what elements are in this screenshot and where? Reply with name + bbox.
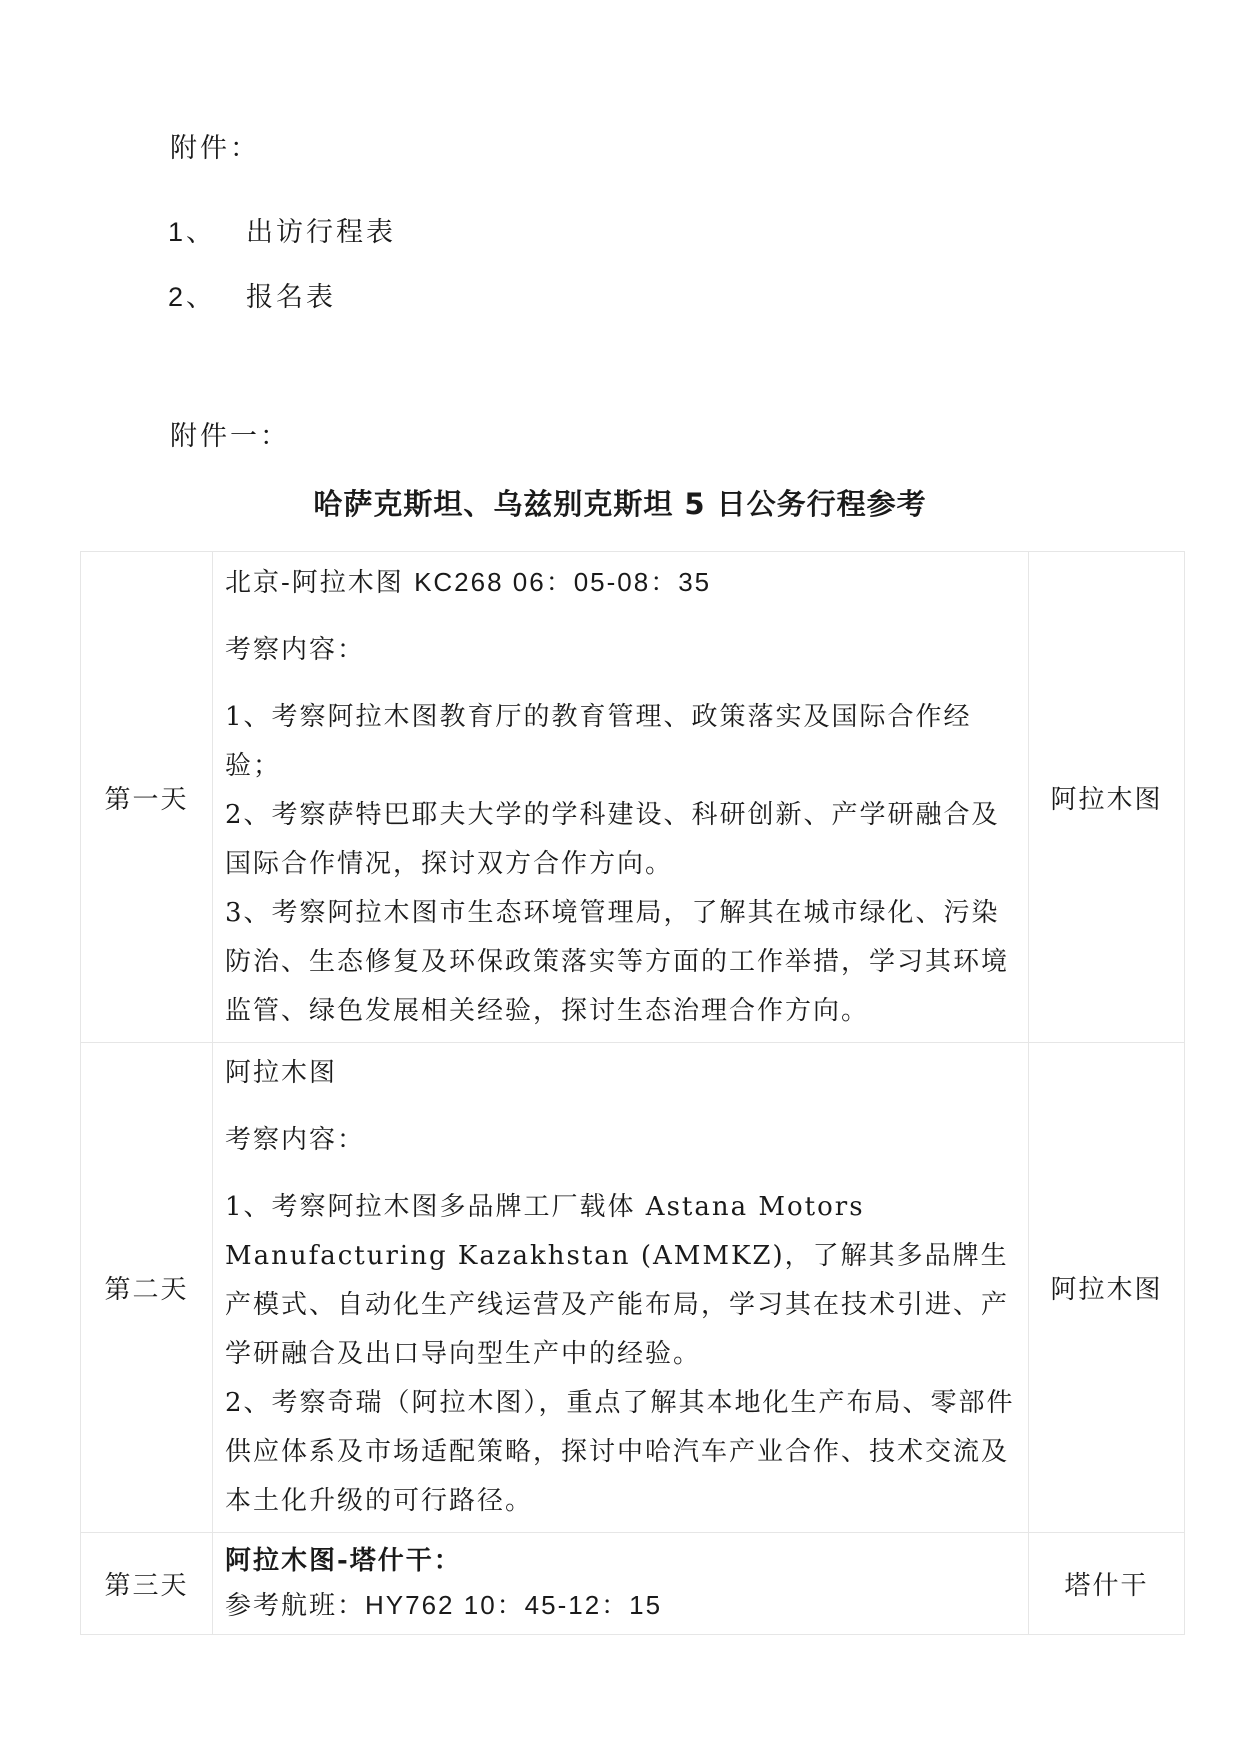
- attachment-item-number: 1、: [168, 217, 217, 247]
- route-line: [225, 558, 1018, 608]
- content-label: 考察内容：: [225, 635, 366, 665]
- visit-item: 2、考察奇瑞（阿拉木图），重点了解其本地化生产布局、零部件供应体系及市场适配策略，探讨中哈汽车产业合作、技术交流及本土化升级的可行路径。: [225, 1388, 1015, 1516]
- flight-info: KC268 06：05-08：35: [414, 567, 712, 597]
- day-label: 第二天: [81, 1043, 213, 1533]
- city-label: 阿拉木图: [1029, 1043, 1185, 1533]
- day-label: 第一天: [81, 552, 213, 1043]
- day-content: [213, 552, 1029, 1043]
- visit-item: 1、考察阿拉木图多品牌工厂载体 Astana Motors Manufacturing Kazakhstan (AMMKZ)，了解其多品牌生产模式、自动化生产线运营及产能布局，学习其在技术引进、产学研融合及出口导向型生产中的经验。: [225, 1192, 1010, 1369]
- attachment-one-header: 附件一：: [170, 421, 290, 452]
- city-label: 阿拉木图: [1029, 552, 1185, 1043]
- attachment-item-label: 出访行程表: [246, 217, 396, 248]
- flight-label: 参考航班：: [225, 1591, 366, 1621]
- visit-item: 3、考察阿拉木图市生态环境管理局，了解其在城市绿化、污染防治、生态修复及环保政策落实等方面的工作举措，学习其环境监管、绿色发展相关经验，探讨生态治理合作方向。: [225, 898, 1010, 1026]
- content-label: 考察内容：: [225, 1125, 366, 1155]
- day-content: [213, 1533, 1029, 1635]
- itinerary-row-day-2: [81, 1043, 1185, 1533]
- visit-item: 2、考察萨特巴耶夫大学的学科建设、科研创新、产学研融合及国际合作情况，探讨双方合作方向。: [225, 800, 1000, 879]
- city-label: 塔什干: [1029, 1533, 1185, 1635]
- attachment-item-number: 2、: [168, 282, 217, 312]
- itinerary-row-day-3: [81, 1533, 1185, 1635]
- itinerary-title: 哈萨克斯坦、乌兹别克斯坦 5 日公务行程参考: [313, 487, 927, 521]
- attachment-item-label: 报名表: [246, 282, 336, 313]
- flight-info: HY762 10：45-12：15: [365, 1590, 663, 1620]
- attachment-item-2: [168, 275, 336, 314]
- route-text: 北京-阿拉木图: [225, 568, 404, 598]
- day-content: [213, 1043, 1029, 1533]
- itinerary-row-day-1: [81, 552, 1185, 1043]
- day-label: 第三天: [81, 1533, 213, 1635]
- flight-line: [225, 1583, 1018, 1628]
- attachments-header: 附件：: [170, 133, 260, 164]
- visit-item: 1、考察阿拉木图教育厅的教育管理、政策落实及国际合作经验；: [225, 702, 972, 781]
- route-text: 阿拉木图-塔什干：: [225, 1546, 462, 1576]
- route-text: 阿拉木图: [225, 1058, 338, 1088]
- attachment-item-1: [168, 210, 396, 249]
- itinerary-table: [80, 551, 1185, 1635]
